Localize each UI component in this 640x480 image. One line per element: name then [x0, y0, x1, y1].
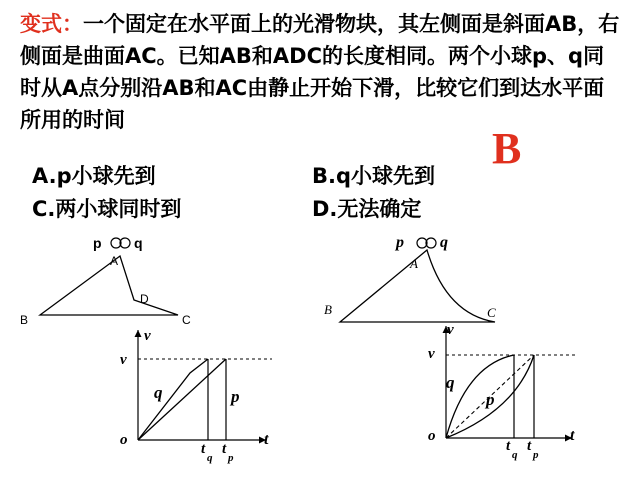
label-d-left: D [140, 292, 149, 306]
right-vt-graph [428, 322, 578, 461]
left-label-q: q [154, 383, 163, 402]
left-tick-tq: t [201, 441, 206, 457]
variant-label: 变式： [20, 12, 83, 36]
right-axis-t-label: t [570, 427, 575, 444]
left-curve-q [138, 359, 208, 440]
left-label-p: p [231, 387, 240, 406]
problem-body: 一个固定在水平面上的光滑物块，其左侧面是斜面AB，右侧面是曲面AC。已知AB和ADC的长度相同。两个小球p、q同时从A点分别沿AB和AC由静止开始下滑，比较它们到达水平面所用的时间 [20, 12, 620, 132]
right-tick-tq-sub: q [512, 449, 518, 461]
right-label-q: q [446, 373, 455, 392]
left-tick-tp-sub: p [228, 452, 234, 464]
right-label-p: p [486, 390, 495, 409]
left-curve-p [138, 359, 226, 440]
right-tick-tp: t [527, 438, 532, 454]
label-p-right: p [396, 234, 404, 251]
right-axis-v-label: v [447, 322, 454, 338]
label-b-right: B [324, 302, 332, 317]
answer-letter: B [492, 124, 522, 173]
left-axis-v-label: v [144, 328, 151, 344]
right-curve-q [446, 355, 514, 438]
option-c: C.两小球同时到 [32, 197, 182, 221]
right-tick-tq: t [506, 438, 511, 454]
left-tick-tq-sub: q [207, 452, 213, 464]
option-a: A.p小球先到 [32, 164, 156, 188]
label-p-left: p [93, 235, 102, 251]
label-q-left: q [134, 235, 143, 251]
left-origin-label: o [120, 432, 128, 448]
label-c-right: C [487, 305, 496, 320]
option-d: D.无法确定 [312, 197, 422, 221]
left-level-v-label: v [120, 352, 127, 368]
label-b-left: B [20, 313, 29, 327]
right-tick-tp-sub: p [533, 449, 539, 461]
label-a-left: A [110, 254, 119, 268]
left-block-figure [20, 235, 191, 327]
option-b: B.q小球先到 [312, 164, 436, 188]
label-c-left: C [182, 313, 191, 327]
left-vt-graph [120, 328, 272, 464]
label-a-right: A [410, 256, 418, 271]
left-axis-t-label: t [264, 431, 269, 448]
right-origin-label: o [428, 428, 436, 444]
right-block-figure [324, 234, 496, 322]
right-level-v-label: v [428, 346, 435, 362]
label-q-right: q [440, 234, 448, 251]
left-block-outline [40, 256, 178, 315]
left-tick-tp: t [222, 441, 227, 457]
